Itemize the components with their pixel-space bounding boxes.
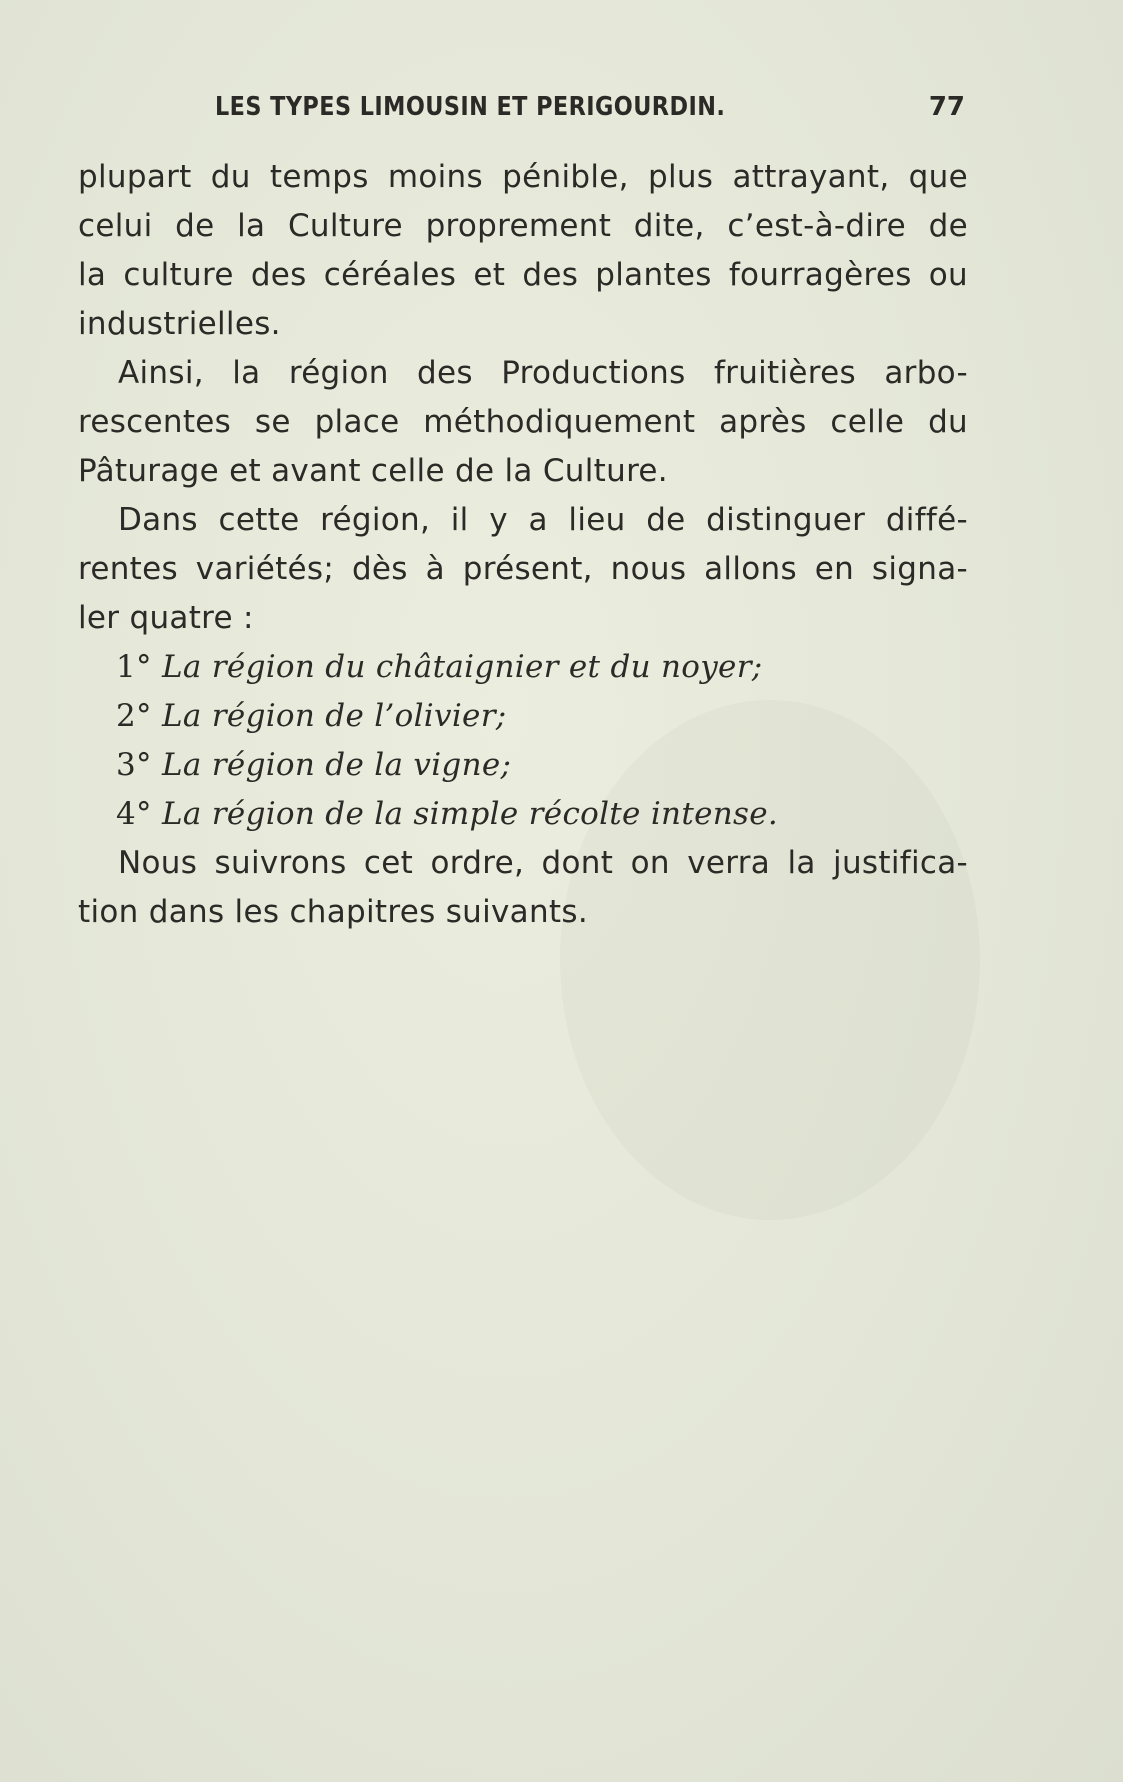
text-line: Ainsi, la région des Productions fruitières arbo- <box>118 355 968 391</box>
text-line: Nous suivrons cet ordre, dont on verra la justifica- <box>118 845 968 881</box>
list-item <box>78 790 968 839</box>
text-line: plupart du temps moins pénible, plus attrayant, que <box>78 159 968 195</box>
running-title: LES TYPES LIMOUSIN ET PERIGOURDIN. <box>215 92 726 122</box>
text-line: ler quatre : <box>78 600 254 636</box>
text-line: rentes variétés; dès à présent, nous allons en signa- <box>78 551 968 587</box>
text-line: industrielles. <box>78 306 281 342</box>
text-line: Dans cette région, il y a lieu de distinguer diffé- <box>118 502 968 538</box>
list-item <box>78 692 968 741</box>
body-text <box>78 153 968 937</box>
list-item <box>78 741 968 790</box>
list-item <box>78 643 968 692</box>
list-number: 1° <box>116 649 152 685</box>
text-line: tion dans les chapitres suivants. <box>78 894 588 930</box>
text-line: Pâturage et avant celle de la Culture. <box>78 453 668 489</box>
list-text: La région de la vigne; <box>161 747 512 783</box>
text-line: celui de la Culture proprement dite, c’est-à-dire de <box>78 208 968 244</box>
text-line: rescentes se place méthodiquement après celle du <box>78 404 968 440</box>
page-header <box>215 92 965 132</box>
text-line: la culture des céréales et des plantes fourragères ou <box>78 257 968 293</box>
list-number: 4° <box>116 796 152 832</box>
list-text: La région du châtaignier et du noyer; <box>161 649 763 685</box>
page-number: 77 <box>928 92 965 122</box>
list-text: La région de l’olivier; <box>161 698 507 734</box>
list-text: La région de la simple récolte intense. <box>161 796 779 832</box>
list-number: 3° <box>116 747 152 783</box>
list-number: 2° <box>116 698 152 734</box>
